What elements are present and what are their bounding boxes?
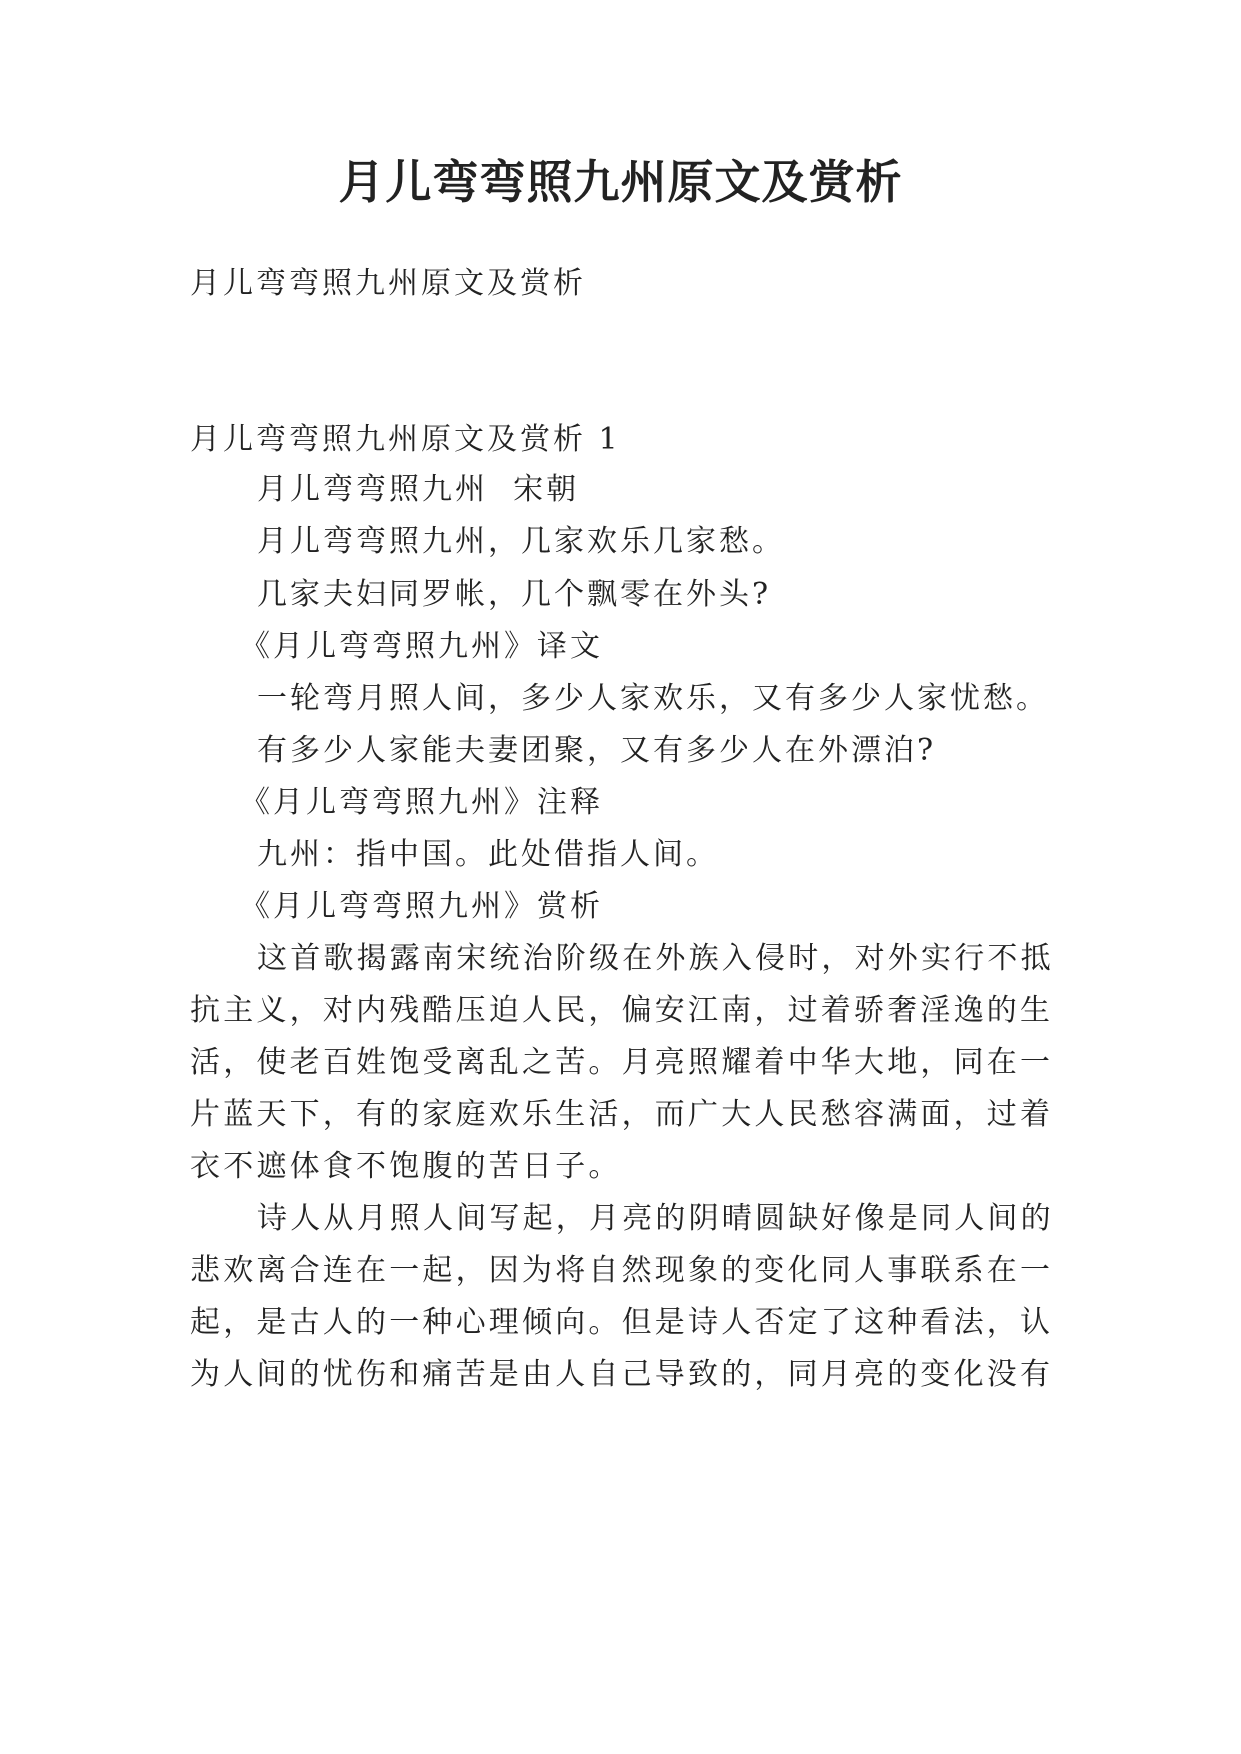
paragraph-line: 起，是古人的一种心理倾向。但是诗人否定了这种看法，认: [190, 1305, 1054, 1340]
notes-heading: 《月儿弯弯照九州》注释: [240, 785, 603, 820]
paragraph-line: 片蓝天下，有的家庭欢乐生活，而广大人民愁容满面，过着: [190, 1097, 1054, 1132]
paragraph-line: 活，使老百姓饱受离乱之苦。月亮照耀着中华大地，同在一: [190, 1045, 1054, 1080]
paragraph-line: 衣不遮体食不饱腹的苦日子。: [190, 1149, 622, 1184]
appreciation-heading: 《月儿弯弯照九州》赏析: [240, 889, 603, 924]
paragraph-line: 悲欢离合连在一起，因为将自然现象的变化同人事联系在一: [190, 1253, 1054, 1288]
paragraph-line: 为人间的忧伤和痛苦是由人自己导致的，同月亮的变化没有: [190, 1357, 1054, 1392]
poem-line: 几家夫妇同罗帐，几个飘零在外头?: [257, 577, 772, 612]
paragraph-line: 这首歌揭露南宋统治阶级在外族入侵时，对外实行不抵: [257, 941, 1054, 976]
poem-heading: 月儿弯弯照九州 宋朝: [257, 472, 580, 507]
translation-line: 一轮弯月照人间，多少人家欢乐，又有多少人家忧愁。: [257, 681, 1049, 716]
paragraph-line: 诗人从月照人间写起，月亮的阴晴圆缺好像是同人间的: [257, 1201, 1054, 1236]
document-title: 月儿弯弯照九州原文及赏析: [338, 155, 903, 209]
document-subtitle: 月儿弯弯照九州原文及赏析: [190, 266, 586, 301]
paragraph-line: 抗主义，对内残酷压迫人民，偏安江南，过着骄奢淫逸的生: [190, 993, 1054, 1028]
translation-line: 有多少人家能夫妻团聚，又有多少人在外漂泊?: [257, 733, 937, 768]
poem-line: 月儿弯弯照九州，几家欢乐几家愁。: [257, 524, 785, 559]
section-heading: 月儿弯弯照九州原文及赏析 1: [190, 422, 621, 457]
translation-heading: 《月儿弯弯照九州》译文: [240, 629, 603, 664]
notes-text: 九州：指中国。此处借指人间。: [257, 837, 719, 872]
